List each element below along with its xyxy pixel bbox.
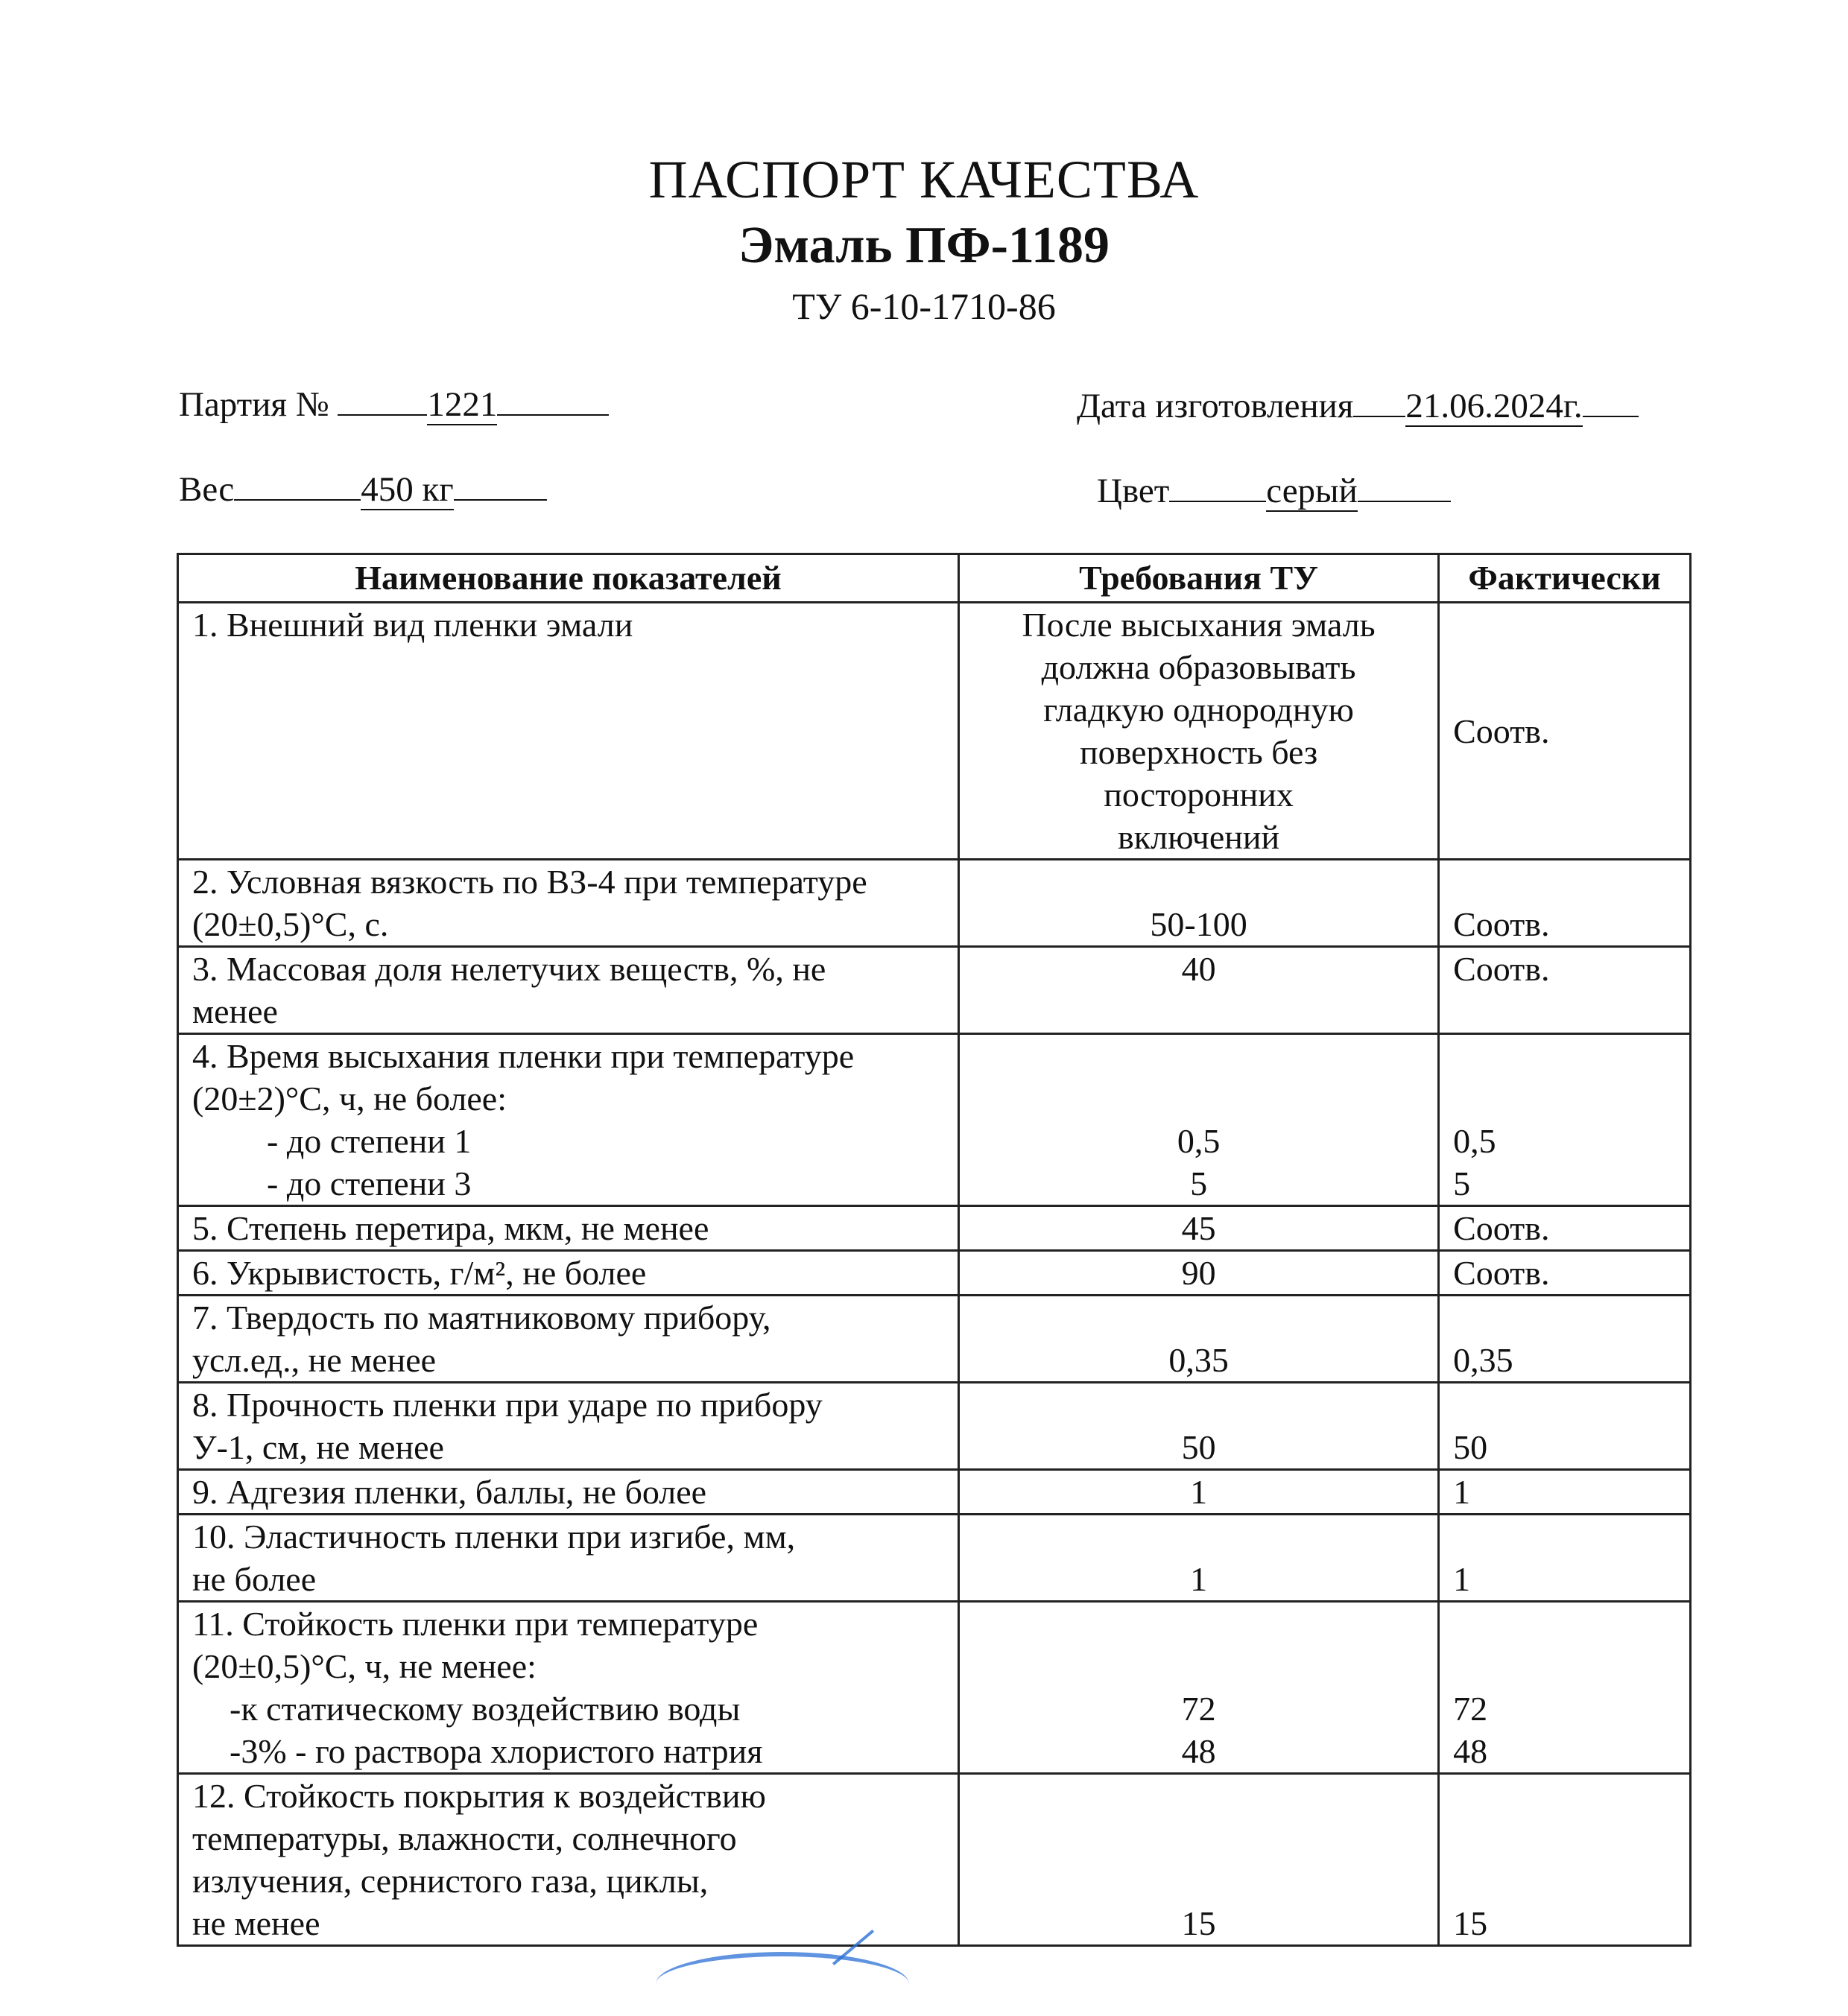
batch-underline-pre [338,380,427,416]
indicator-text: 8. Прочность пленки при ударе по прибору [192,1386,823,1424]
indicator-cell [178,1251,959,1296]
actual-cell [1439,1296,1691,1383]
color-label: Цвет [1097,472,1170,510]
requirement-cell [959,1470,1439,1515]
header-requirement: Требования ТУ [959,554,1439,603]
actual-text: 15 [1453,1904,1488,1942]
actual-cell [1439,947,1691,1034]
batch-value: 1221 [427,385,498,424]
indicator-text: 4. Время высыхания пленки при температуре [192,1037,855,1075]
batch-underline-post [497,380,609,416]
indicator-text: (20±0,5)°С, с. [192,905,389,943]
indicator-text: не более [192,1560,317,1598]
indicator-text: -к статическому воздействию воды [230,1690,741,1728]
indicator-cell [178,947,959,1034]
weight-underline-pre [234,465,361,501]
actual-text: 5 [1453,1164,1471,1202]
stamp-fragment [656,1952,909,2016]
indicator-text: (20±2)°С, ч, не более: [192,1080,507,1118]
requirement-cell [959,1774,1439,1946]
requirement-text: 48 [1181,1732,1216,1770]
actual-cell [1439,1034,1691,1206]
requirement-text: поверхность без [1079,733,1318,771]
date-value: 21.06.2024г. [1405,387,1583,425]
requirement-text: включений [1118,818,1280,856]
requirement-text: 15 [1181,1904,1216,1942]
indicator-text: менее [192,992,278,1030]
actual-cell [1439,1206,1691,1251]
table-row [178,1774,1691,1946]
actual-cell [1439,603,1691,860]
requirement-cell [959,1251,1439,1296]
indicator-cell [178,1774,959,1946]
actual-text: Соотв. [1453,1209,1550,1247]
indicator-cell [178,603,959,860]
requirement-text: 72 [1181,1690,1216,1728]
requirement-text: 0,5 [1177,1122,1221,1160]
indicator-text: 5. Степень перетира, мкм, не менее [192,1209,709,1247]
indicator-cell [178,1602,959,1774]
requirement-text: 90 [1181,1254,1216,1292]
quality-table [177,553,1692,1947]
batch-label: Партия № [179,385,329,424]
weight-label: Вес [179,470,235,509]
header-actual: Фактически [1439,554,1691,603]
actual-text: 0,35 [1453,1341,1513,1379]
requirement-cell [959,1602,1439,1774]
actual-text: Соотв. [1453,950,1550,988]
requirement-text: 1 [1190,1473,1208,1511]
table-row [178,603,1691,860]
indicator-cell [178,1034,959,1206]
actual-cell [1439,1383,1691,1470]
actual-text: Соотв. [1453,1254,1550,1292]
actual-cell [1439,1251,1691,1296]
color-underline-pre [1169,466,1266,502]
requirement-text: 0,35 [1168,1341,1229,1379]
actual-text: 0,5 [1453,1122,1496,1160]
actual-text: Соотв. [1453,905,1550,943]
indicator-text: 6. Укрывистость, г/м², не более [192,1254,647,1292]
actual-cell [1439,1515,1691,1602]
requirement-text: гладкую однородную [1043,691,1354,729]
requirement-cell [959,947,1439,1034]
actual-text: 1 [1453,1473,1471,1511]
table-row [178,1206,1691,1251]
requirement-text: 50-100 [1150,905,1247,943]
indicator-text: усл.ед., не менее [192,1341,437,1379]
indicator-text: 2. Условная вязкость по ВЗ-4 при температуре [192,863,867,901]
indicator-text: 9. Адгезия пленки, баллы, не более [192,1473,707,1511]
indicator-cell [178,860,959,947]
date-label: Дата изготовления [1077,387,1354,425]
weight-underline-post [454,465,547,501]
table-row [178,1470,1691,1515]
weight-value: 450 кг [361,470,454,509]
actual-text: Соотв. [1453,711,1550,750]
color-value: серый [1266,472,1358,510]
requirement-cell [959,860,1439,947]
indicator-text: излучения, сернистого газа, циклы, [192,1862,709,1900]
table-header-row [178,554,1691,603]
date-underline-post [1583,381,1639,417]
actual-cell [1439,1470,1691,1515]
indicator-text: У-1, см, не менее [192,1428,444,1466]
indicator-cell [178,1206,959,1251]
requirement-text: 1 [1190,1560,1208,1598]
indicator-text: 3. Массовая доля нелетучих веществ, %, не [192,950,826,988]
actual-cell [1439,860,1691,947]
indicator-text: 1. Внешний вид пленки эмали [192,606,633,644]
spec-code: ТУ 6-10-1710-86 [792,285,1056,327]
indicator-cell [178,1470,959,1515]
requirement-text: 50 [1181,1428,1216,1466]
indicator-text: 10. Эластичность пленки при изгибе, мм, [192,1518,796,1556]
indicator-text: 7. Твердость по маятниковому прибору, [192,1299,771,1337]
indicator-cell [178,1515,959,1602]
weight-field [179,465,547,510]
indicator-text: -3% - го раствора хлористого натрия [230,1732,763,1770]
indicator-text: температуры, влажности, солнечного [192,1819,737,1857]
color-field [1097,466,1451,511]
requirement-text: 45 [1181,1209,1216,1247]
actual-text: 1 [1453,1560,1471,1598]
table-row [178,1602,1691,1774]
table-row [178,1034,1691,1206]
indicator-text: не менее [192,1904,320,1942]
requirement-text: После высыхания эмаль [1022,606,1376,644]
indicator-text: - до степени 1 [267,1122,472,1160]
actual-text: 48 [1453,1732,1488,1770]
requirement-text: должна образовывать [1041,648,1356,686]
indicator-cell [178,1296,959,1383]
table-row [178,1515,1691,1602]
requirement-cell [959,1206,1439,1251]
table-row [178,1251,1691,1296]
batch-field [179,380,609,425]
table-row [178,947,1691,1034]
document-title: ПАСПОРТ КАЧЕСТВА [648,150,1200,209]
table-row [178,1383,1691,1470]
requirement-cell [959,1034,1439,1206]
indicator-cell [178,1383,959,1470]
requirement-text: посторонних [1104,776,1294,814]
indicator-text: (20±0,5)°С, ч, не менее: [192,1647,537,1685]
requirement-cell [959,603,1439,860]
indicator-text: 12. Стойкость покрытия к воздействию [192,1777,766,1815]
color-underline-post [1358,466,1451,502]
table-row [178,860,1691,947]
requirement-text: 5 [1190,1164,1208,1202]
requirement-cell [959,1515,1439,1602]
requirement-cell [959,1296,1439,1383]
actual-cell [1439,1774,1691,1946]
indicator-text: - до степени 3 [267,1164,472,1202]
date-field [1077,381,1639,426]
actual-cell [1439,1602,1691,1774]
indicator-text: 11. Стойкость пленки при температуре [192,1605,759,1643]
requirement-text: 40 [1181,950,1216,988]
table-row [178,1296,1691,1383]
actual-text: 50 [1453,1428,1488,1466]
header-indicator: Наименование показателей [178,554,959,603]
date-underline-pre [1353,381,1405,417]
product-name: Эмаль ПФ-1189 [738,217,1110,274]
requirement-cell [959,1383,1439,1470]
actual-text: 72 [1453,1690,1488,1728]
